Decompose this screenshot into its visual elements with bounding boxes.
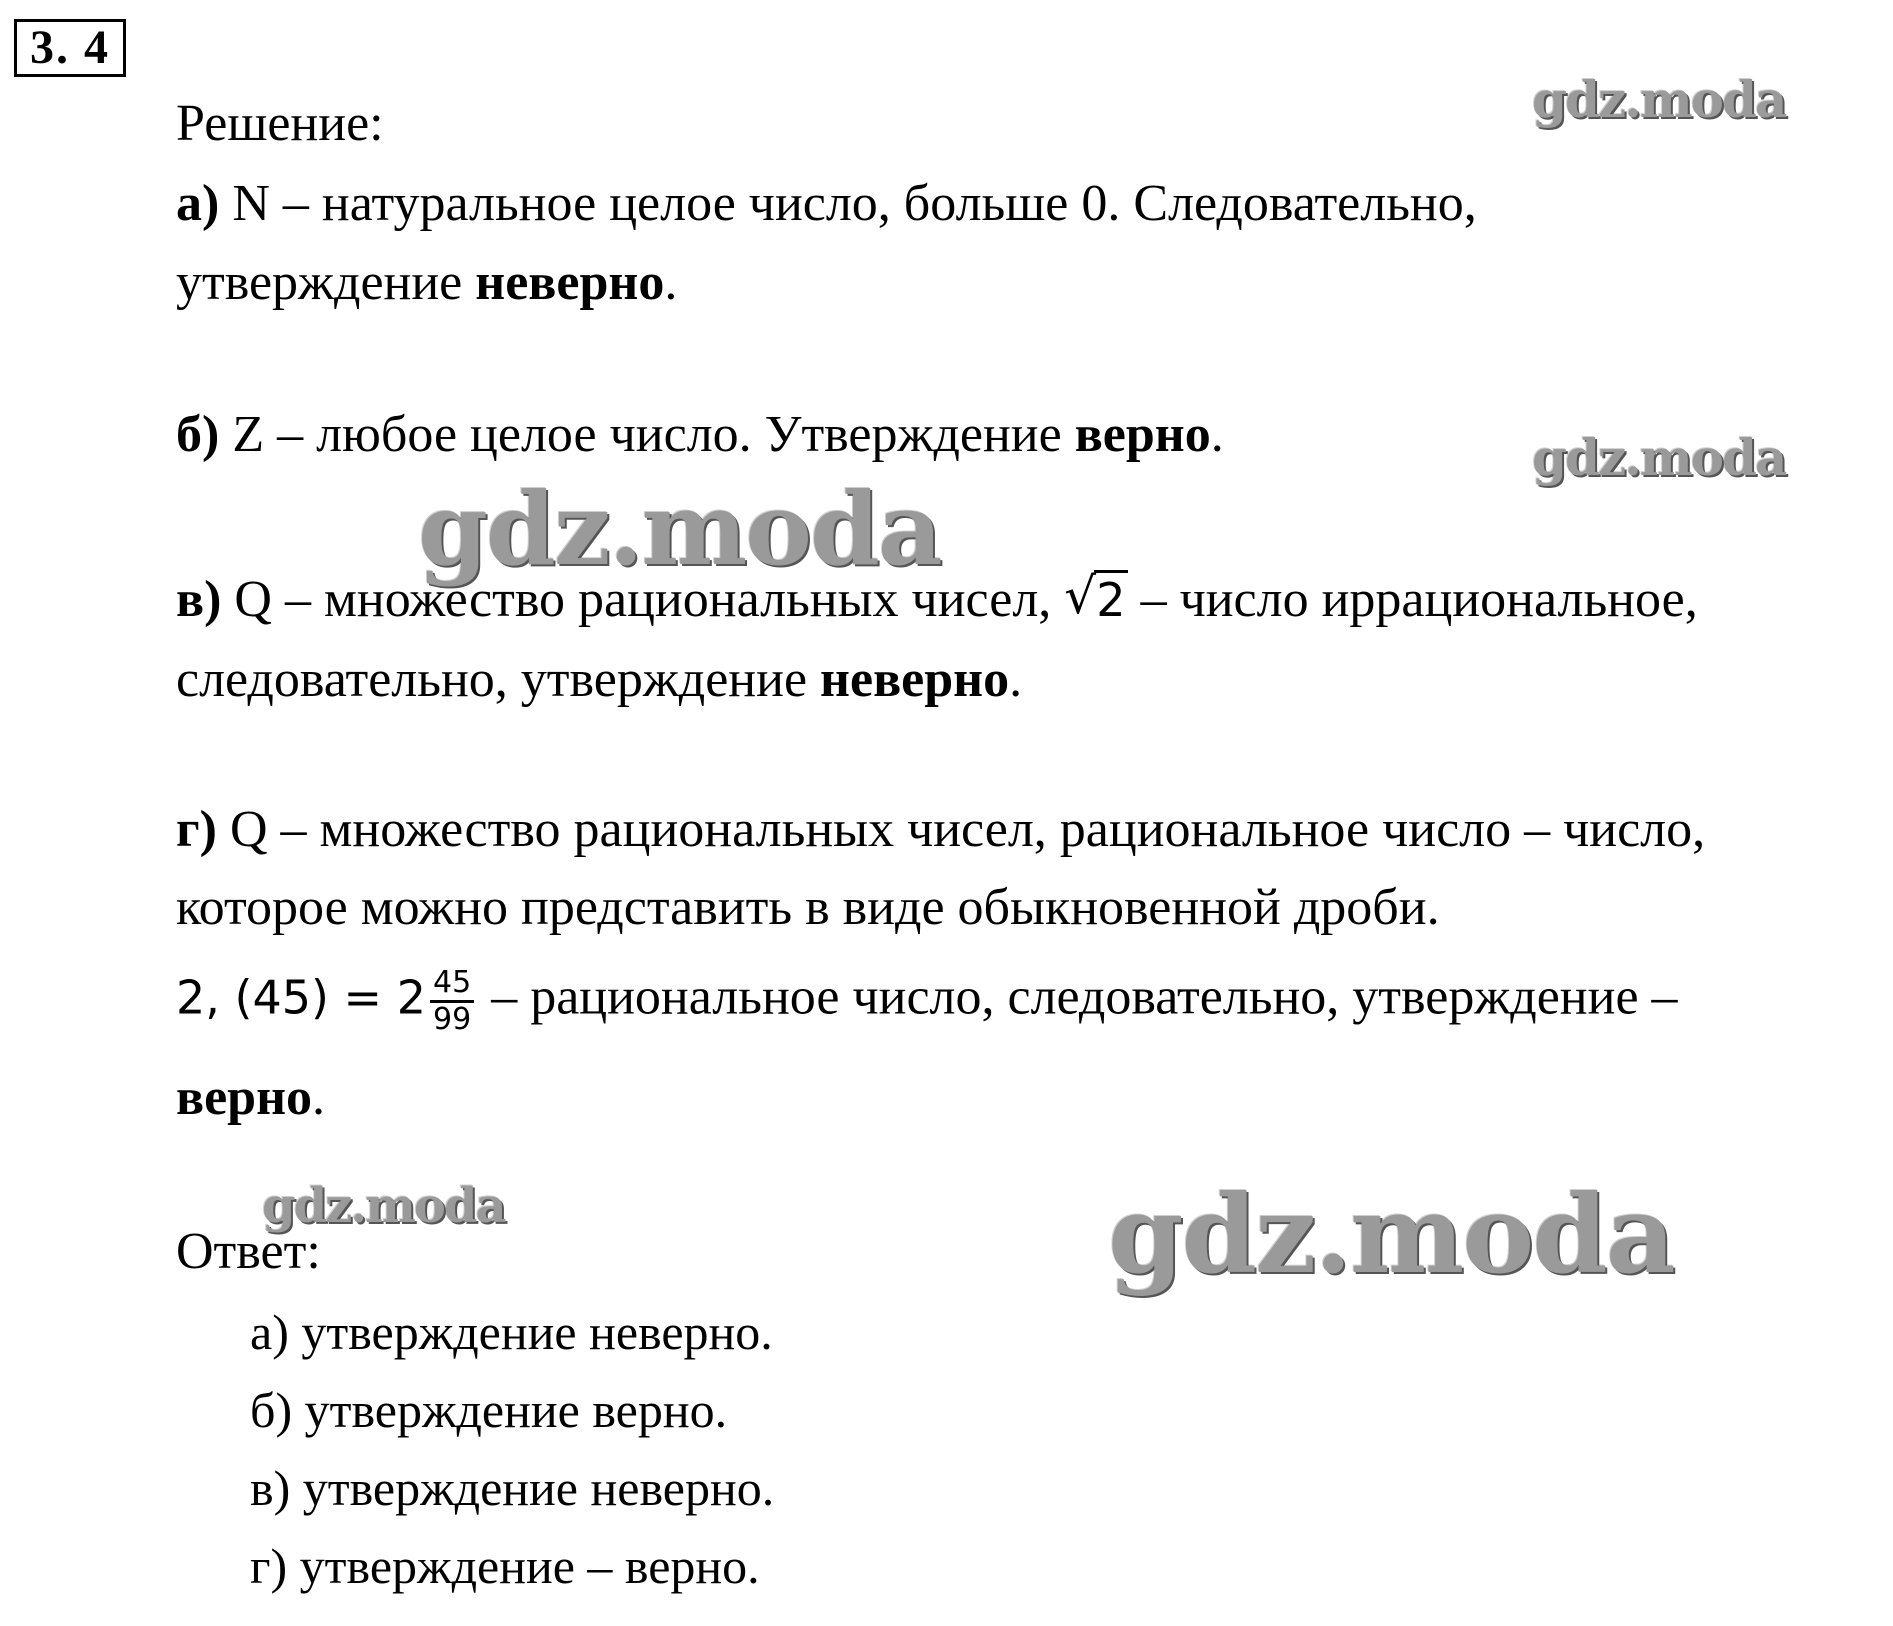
fraction-numerator: 45 [430,966,474,1003]
item-v-verdict: неверно [820,651,1010,708]
item-b-letter: б) [176,406,220,463]
item-a-text: N – натуральное целое число, больше 0. Следовательно, [219,175,1477,232]
watermark-mid-right: gdz.moda [1532,428,1786,487]
item-b-verdict: верно [1074,406,1211,463]
item-v-line2 [176,650,1022,710]
sqrt-expression [1064,567,1127,630]
sqrt-icon: √ [1064,567,1097,625]
item-a-line1 [176,174,1477,234]
fraction-denominator: 99 [433,1002,472,1037]
solution-label: Решение: [176,95,384,152]
item-v-line2-text: следовательно, утверждение [176,651,821,708]
sqrt-radicand: 2 [1094,570,1127,627]
fraction [430,966,474,1037]
item-g-line3 [176,966,1678,1037]
item-g-text-post: – рациональное число, следовательно, утверждение – [478,968,1678,1026]
item-g-line1 [176,800,1705,860]
answer-item-b: б) утверждение верно. [250,1382,728,1438]
item-a-verdict: неверно [475,254,665,311]
item-g-line4 [176,1068,325,1128]
answer-item-a: а) утверждение неверно. [250,1304,773,1360]
item-v-text-post: – число иррациональное, [1127,571,1698,628]
watermark-small-left: gdz.moda [262,1178,505,1234]
item-v-text: Q – множество рациональных чисел, [221,571,1065,628]
watermark-large-left: gdz.moda [418,470,941,588]
item-a-line2-text: утверждение [176,254,476,311]
item-a-end: . [664,254,678,311]
item-v-end: . [1009,651,1023,708]
item-a-line2 [176,253,677,313]
watermark-large-bottom: gdz.moda [1108,1172,1674,1298]
item-g-line2: которое можно представить в виде обыкновенной дроби. [176,879,1440,936]
item-b-line [176,405,1224,465]
item-g-verdict: верно [176,1069,313,1126]
answer-label: Ответ: [176,1223,321,1280]
watermark-top-right: gdz.moda [1532,70,1786,129]
item-a-letter: а) [176,175,220,232]
item-g-letter: г) [176,801,217,858]
item-v-letter: в) [176,571,222,628]
mixed-number-expression: 2, (45) = 2 [176,970,426,1025]
item-g-end: . [312,1069,326,1126]
answer-item-v: в) утверждение неверно. [250,1460,775,1516]
task-number: 3. 4 [14,19,126,77]
item-b-end: . [1210,406,1224,463]
item-v-line1 [176,567,1698,630]
answer-item-g: г) утверждение – верно. [250,1538,760,1594]
item-g-text: Q – множество рациональных чисел, рациональное число – число, [216,801,1706,858]
item-b-text: Z – любое целое число. Утверждение [219,406,1075,463]
